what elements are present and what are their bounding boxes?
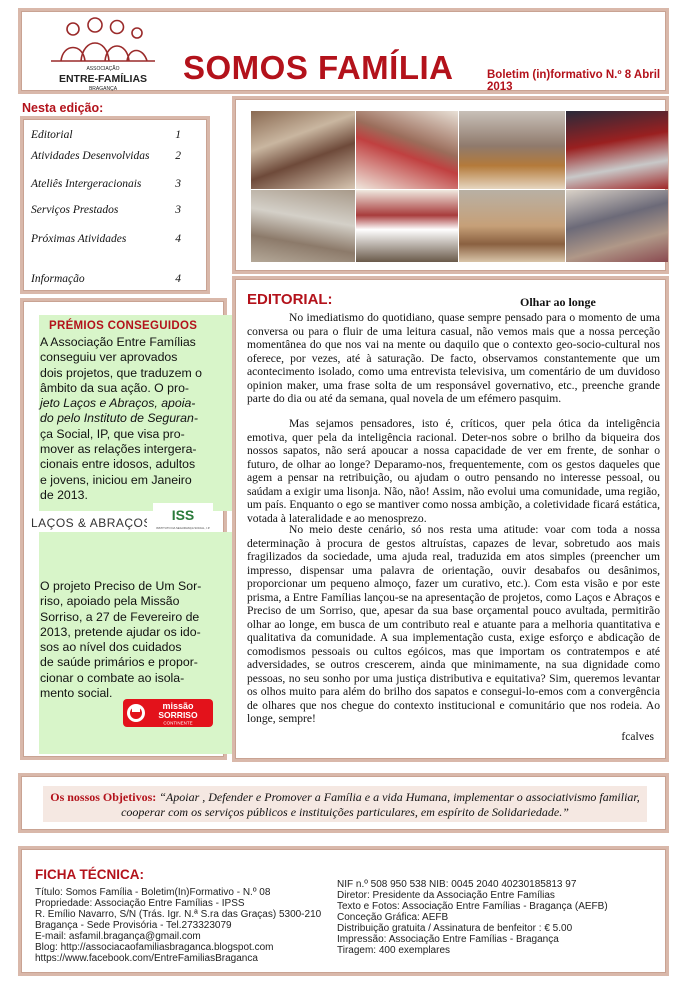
colophon-line: Tiragem: 400 exemplares [337, 945, 451, 956]
iss-logo [153, 503, 213, 533]
awards-line: riso, apoiado pela Missão [40, 594, 180, 609]
colophon-line: Diretor: Presidente da Associação Entre Famílias [337, 890, 555, 901]
awards-line: mento social. [40, 686, 113, 701]
objectives-label: Os nossos Objetivos: [50, 790, 157, 804]
colophon-line: Título: Somos Família - Boletim(In)Formativo - N.º 08 [35, 887, 271, 898]
photo [251, 190, 355, 262]
toc-item-label: Editorial [31, 129, 73, 141]
awards-title: PRÉMIOS CONSEGUIDOS [49, 320, 198, 332]
toc-item[interactable] [31, 273, 201, 285]
toc-item-page: 4 [175, 273, 181, 285]
issue-subtitle: Boletim (in)formativo N.º 8 Abril 2013 [487, 69, 661, 93]
toc-item-page: 2 [175, 150, 181, 162]
editorial-paragraph-3: No meio deste cenário, só nos resta uma atitude: voar com toda a nossa determinação à procura de gestos altruístas, capazes de levar, sobretudo aos mais fragilizados da sociedade, uma ajuda real, traduzida em atos simples (preencher um impresso, dispensar uma palavra de orientação, ouvir desabafos ou desânimos, proporcionar um pequeno almoço, fazer um curativo, etc.). Com esta visão e por este prisma, a Entre Famílias lançou-se na apresentação de projetos, como Laços e Abraços e Preciso de um Sorriso, que, apesar da sua base orçamental pouco avultada, permitirão olhar ao longe, em busca de um contributo real e atuante para a melhoria quantitativa e qualitativa da comunidade. A sua implementação custa, exige esforço e abdicação de comodismos pessoais ou cultos egóicos, mas que importam os contratempos e até adversidades, se outros crescerem, ainda que minimamente, na sua dignidade como pessoas, no seu sonho por uma justiça distributiva e equitativa? Sim, queremos levantar os olhos muito para além do brilho dos sapatos e consegui-lo-emos com a convergência de olhares que nos chegue do contexto institucional e comunitário que nos rodeia. Ao longe, sempre! [247, 523, 660, 725]
editorial-paragraph-2: Mas sejamos pensadores, isto é, críticos, quer pela ótica da inteligência emotiva, quer pela da inteligência racional. Deter-nos sobre o brilho da biqueira dos nossos sapatos, não será apoucar a nossa capacidade de ver em frente, de sonhar o futuro, de olhar ao longe? Deparamo-nos, frequentemente, com os gestos daqueles que agem a pensar na retribuição, ou ajudam o outro pensando no interesse pessoal, ou saúdam a exigir uma lisonja. Não, não! Assim, não evolui uma comunidade, uma região, um país. Enquanto o ego se mantiver como nossa ambição, a coletividade ficará estática, votada à lateralidade e ao menosprezo. [247, 417, 660, 525]
toc-item-label: Atividades Desenvolvidas [31, 150, 150, 162]
masthead [18, 8, 669, 94]
colophon-line: Texto e Fotos: Associação Entre Famílias - Bragança (AEFB) [337, 901, 608, 912]
colophon-line: R. Emílio Navarro, S/N (Trás. Igr. N.ª S.ra das Graças) 5300-210 [35, 909, 322, 920]
awards-text [40, 335, 202, 503]
awards-line: A Associação Entre Famílias [40, 335, 196, 349]
missao-logo-line2: SORRISO [158, 710, 198, 720]
colophon-line: Conceção Gráfica: AEFB [337, 912, 449, 923]
logo-top-text: ASSOCIAÇÃO [86, 66, 120, 72]
editorial-subtitle: Olhar ao longe [520, 295, 596, 309]
toc-item-page: 4 [175, 233, 181, 245]
awards-line: de saúde primários e propor- [40, 655, 198, 670]
awards-line: do pelo Instituto de Seguran- [40, 411, 198, 426]
editorial-signature: fcalves [621, 731, 654, 743]
editorial-article [232, 276, 669, 762]
toc-item[interactable] [31, 129, 201, 141]
toc-item[interactable] [31, 233, 201, 245]
colophon-line: Impressão: Associação Entre Famílias - Bragança [337, 934, 559, 945]
awards-line: mover as relações intergera- [40, 442, 197, 457]
toc-item-label: Informação [31, 273, 85, 285]
logo-bottom-text: BRAGANÇA [88, 86, 118, 92]
colophon-facebook-link[interactable]: https://www.facebook.com/EntreFamiliasBraganca [35, 953, 258, 964]
photo [356, 111, 458, 189]
association-logo [43, 15, 163, 95]
awards-line: dois projetos, que traduzem o [40, 365, 203, 380]
editorial-heading: EDITORIAL: [247, 291, 333, 308]
photo [251, 111, 355, 189]
missao-logo-line3: CONTINENTE [163, 720, 193, 726]
awards-line: Sorriso, a 27 de Fevereiro de [40, 609, 200, 624]
photo-collage [232, 96, 669, 274]
toc-item-page: 1 [175, 129, 181, 141]
colophon-blog-link[interactable]: Blog: http://associacaofamiliasbraganca.blogspot.com [35, 942, 274, 953]
awards-line: conseguiu ver aprovados [40, 350, 178, 365]
awards-line: de 2013. [40, 487, 88, 502]
awards-line: e jovens, iniciou em Janeiro [40, 472, 192, 487]
colophon-email[interactable]: E-mail: asfamil.bragança@gmail.com [35, 931, 201, 942]
toc-heading: Nesta edição: [22, 101, 104, 115]
objectives-banner [18, 773, 669, 833]
table-of-contents [20, 116, 210, 294]
toc-item-page: 3 [175, 204, 181, 216]
photo [356, 190, 458, 262]
awards-line: O projeto Preciso de Um Sor- [40, 579, 202, 593]
colophon-line: NIF n.º 508 950 538 NIB: 0045 2040 40230185813 97 [337, 879, 577, 890]
objectives-text [47, 790, 643, 820]
lacos-abracos-logo-text: LAÇOS & ABRAÇOS [31, 516, 147, 530]
photo [566, 190, 668, 262]
iss-logo-text: ISS [171, 507, 195, 523]
awards-line: âmbito da sua ação. O pro- [40, 380, 190, 395]
awards-text-2 [40, 579, 201, 701]
colophon-line: Distribuição gratuita / Assinatura de benfeitor : € 5.00 [337, 923, 573, 934]
awards-section [20, 298, 227, 760]
logo-name-text: ENTRE-FAMÍLIAS [58, 73, 148, 85]
awards-line: ça Social, IP, que visa pro- [40, 426, 185, 441]
iss-logo-caption: INSTITUTO DA SEGURANÇA SOCIAL, I.P. [156, 526, 210, 530]
objectives-body: “Apoiar , Defender e Promover a Família e a vida Humana, implementar o associativismo familiar, cooperar com os serviços públicos e instituições particulares, em espírito de Solidariedade.” [121, 790, 640, 819]
awards-line: 2013, pretende ajudar os ido- [40, 624, 201, 639]
toc-item-label: Serviços Prestados [31, 204, 119, 216]
colophon-title: FICHA TÉCNICA: [35, 867, 144, 882]
photo [459, 190, 565, 262]
missao-sorriso-logo [123, 699, 213, 727]
colophon-line: Bragança - Sede Provisória - Tel.273323079 [35, 920, 232, 931]
photo [459, 111, 565, 189]
editorial-paragraph-1: No imediatismo do quotidiano, quase sempre pensado para o momento de uma conversa ou para o fluir de uma leitura casual, não vemos mais que a nossa perceção momentânea do que nos vai na mente ou daquilo que o contexto geo-socio-cultural nos oferece, por vezes, até à saturação. De facto, observamos constantemente que um acontecimento isolado, como uma entrevista televisiva, um comentário de um duvidoso opinion maker, uma frase solta de um responsável governativo, etc., preenche grande parte do dia ou até da semana, qual novela de um efémero pasquim. [247, 311, 660, 405]
awards-line: sos ao nível dos cuidados [40, 640, 182, 655]
colophon [18, 846, 669, 976]
toc-item-page: 3 [175, 178, 181, 190]
toc-item[interactable] [31, 178, 201, 190]
awards-line: jeto Laços e Abraços, apoia- [40, 396, 196, 411]
photo [566, 111, 668, 189]
newsletter-title: SOMOS FAMÍLIA [183, 49, 454, 86]
missao-logo-line1: missão [162, 701, 194, 711]
awards-line: cionar o combate ao isola- [40, 670, 185, 685]
toc-item-label: Próximas Atividades [31, 233, 127, 245]
toc-item[interactable] [31, 150, 201, 162]
toc-item-label: Ateliês Intergeracionais [31, 178, 142, 190]
colophon-line: Propriedade: Associação Entre Famílias - IPSS [35, 898, 245, 909]
awards-line: cionais entre idosos, adultos [40, 457, 196, 472]
toc-item[interactable] [31, 204, 201, 216]
